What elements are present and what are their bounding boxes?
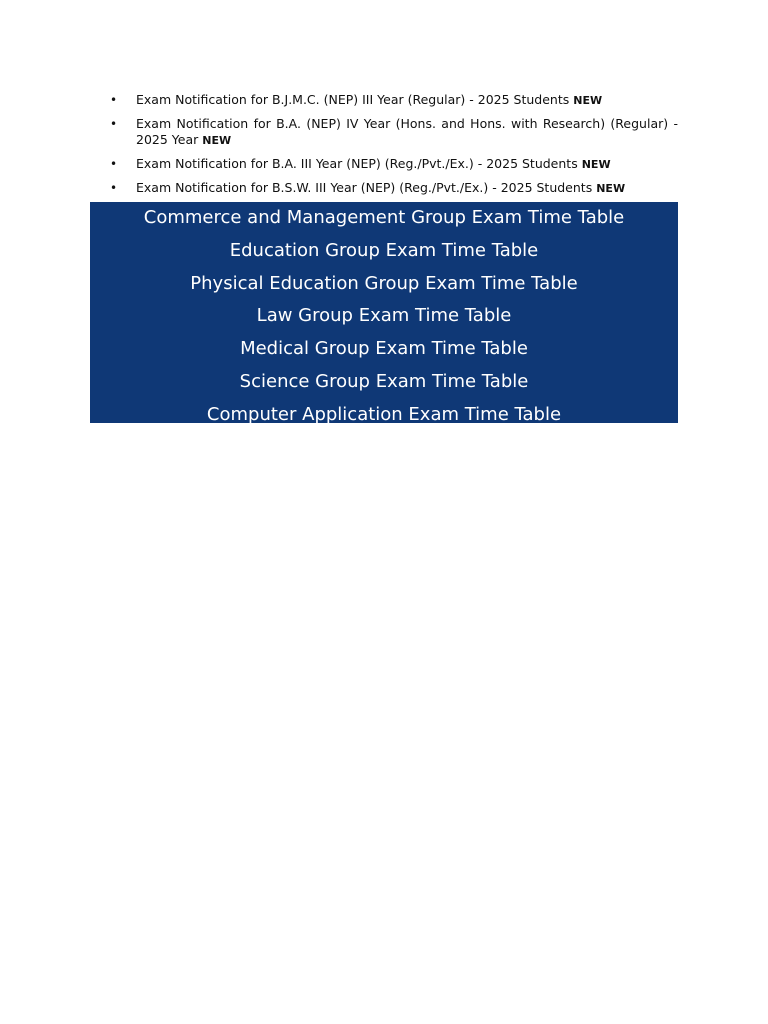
bullet-icon: • bbox=[110, 157, 118, 171]
notification-item[interactable] bbox=[110, 156, 678, 173]
notification-item[interactable] bbox=[110, 92, 678, 109]
commerce-management-time-table-link[interactable]: Commerce and Management Group Exam Time Table bbox=[143, 207, 625, 228]
bullet-icon: • bbox=[110, 93, 118, 107]
notification-link[interactable]: Exam Notification for B.J.M.C. (NEP) III Year (Regular) - 2025 Students bbox=[136, 92, 570, 107]
medical-time-table-link[interactable]: Medical Group Exam Time Table bbox=[240, 338, 528, 360]
bullet-icon: • bbox=[110, 181, 118, 195]
new-badge: NEW bbox=[596, 182, 626, 195]
new-badge: NEW bbox=[573, 94, 603, 107]
computer-application-time-table-link[interactable]: Computer Application Exam Time Table bbox=[206, 403, 562, 425]
science-time-table-link[interactable]: Science Group Exam Time Table bbox=[239, 370, 529, 392]
new-badge: NEW bbox=[202, 134, 232, 147]
notification-link[interactable]: Exam Notification for B.S.W. III Year (NEP) (Reg./Pvt./Ex.) - 2025 Students bbox=[136, 180, 593, 195]
bullet-icon: • bbox=[110, 117, 118, 131]
physical-education-time-table-link[interactable]: Physical Education Group Exam Time Table bbox=[190, 272, 578, 294]
law-time-table-link[interactable]: Law Group Exam Time Table bbox=[256, 305, 512, 327]
education-time-table-link[interactable]: Education Group Exam Time Table bbox=[229, 239, 539, 261]
notification-link[interactable]: Exam Notification for B.A. (NEP) IV Year (Hons. and Hons. with Research) (Regular) - 2025 Year bbox=[136, 116, 678, 147]
new-badge: NEW bbox=[581, 158, 611, 171]
exam-time-table-menu bbox=[90, 202, 678, 423]
notification-link[interactable]: Exam Notification for B.A. III Year (NEP) (Reg./Pvt./Ex.) - 2025 Students bbox=[136, 156, 578, 171]
notification-list bbox=[110, 92, 678, 204]
notification-item[interactable] bbox=[110, 180, 678, 197]
notification-item[interactable] bbox=[110, 116, 678, 149]
